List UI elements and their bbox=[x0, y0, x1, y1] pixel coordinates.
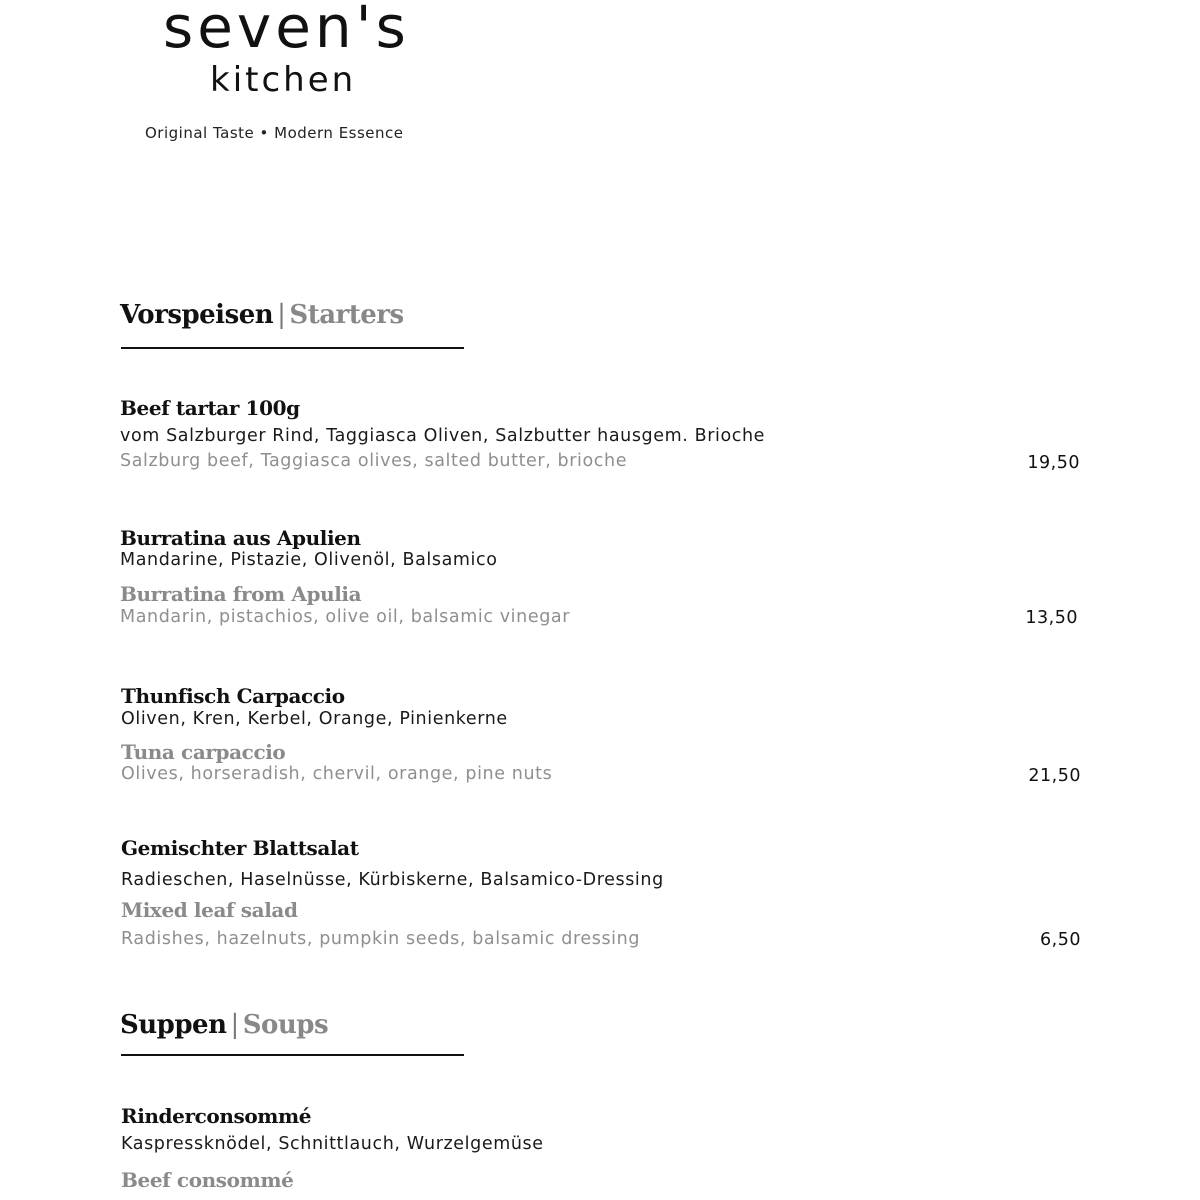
item-name-de: Burratina aus Apulien bbox=[120, 526, 361, 550]
item-desc-de: Kaspressknödel, Schnittlauch, Wurzelgemüse bbox=[121, 1134, 544, 1154]
item-desc-en: Olives, horseradish, chervil, orange, pine nuts bbox=[121, 764, 553, 784]
item-desc-en: Radishes, hazelnuts, pumpkin seeds, balsamic dressing bbox=[121, 929, 641, 949]
section-title-de: Suppen bbox=[120, 1010, 227, 1040]
section-title-separator: | bbox=[230, 1010, 239, 1040]
item-desc-de: Oliven, Kren, Kerbel, Orange, Pinienkerne bbox=[121, 709, 508, 729]
menu-item-blattsalat bbox=[121, 836, 1081, 956]
item-desc-de: vom Salzburger Rind, Taggiasca Oliven, Salzbutter hausgem. Brioche bbox=[120, 426, 766, 446]
item-name-en: Burratina from Apulia bbox=[120, 582, 362, 606]
section-title-separator: | bbox=[277, 300, 286, 330]
item-desc-de: Radieschen, Haselnüsse, Kürbiskerne, Balsamico-Dressing bbox=[121, 870, 664, 890]
menu-item-burratina bbox=[120, 526, 1080, 636]
item-desc-en: Salzburg beef, Taggiasca olives, salted butter, brioche bbox=[120, 451, 628, 471]
section-title-de: Vorspeisen bbox=[120, 300, 274, 330]
item-name-en: Beef consommé bbox=[121, 1168, 294, 1192]
item-name-de: Gemischter Blattsalat bbox=[121, 836, 359, 860]
section-title-starters bbox=[120, 300, 404, 330]
section-title-soups bbox=[120, 1010, 328, 1040]
menu-item-beef-tartar bbox=[120, 396, 1080, 476]
item-name-en: Mixed leaf salad bbox=[121, 898, 298, 922]
item-price: 21,50 bbox=[1028, 766, 1081, 786]
item-desc-de: Mandarine, Pistazie, Olivenöl, Balsamico bbox=[120, 550, 498, 570]
section-divider bbox=[121, 1054, 464, 1056]
item-price: 13,50 bbox=[1025, 608, 1078, 628]
brand-logo-name: seven's bbox=[163, 0, 410, 61]
item-price: 6,50 bbox=[1040, 930, 1081, 950]
section-title-en: Starters bbox=[289, 300, 404, 330]
item-desc-en: Mandarin, pistachios, olive oil, balsamic vinegar bbox=[120, 607, 571, 627]
section-title-en: Soups bbox=[242, 1010, 329, 1040]
item-name-en: Tuna carpaccio bbox=[121, 740, 286, 764]
item-name-de: Rinderconsommé bbox=[121, 1104, 312, 1128]
menu-item-thunfisch-carpaccio bbox=[121, 684, 1081, 794]
brand-tagline: Original Taste • Modern Essence bbox=[145, 124, 404, 142]
menu-item-rinderconsomme bbox=[121, 1104, 1081, 1200]
item-name-de: Beef tartar 100g bbox=[120, 396, 300, 420]
item-name-de: Thunfisch Carpaccio bbox=[121, 684, 345, 708]
item-price: 19,50 bbox=[1027, 453, 1080, 473]
section-divider bbox=[121, 347, 464, 349]
brand-logo-subname: kitchen bbox=[210, 60, 357, 100]
